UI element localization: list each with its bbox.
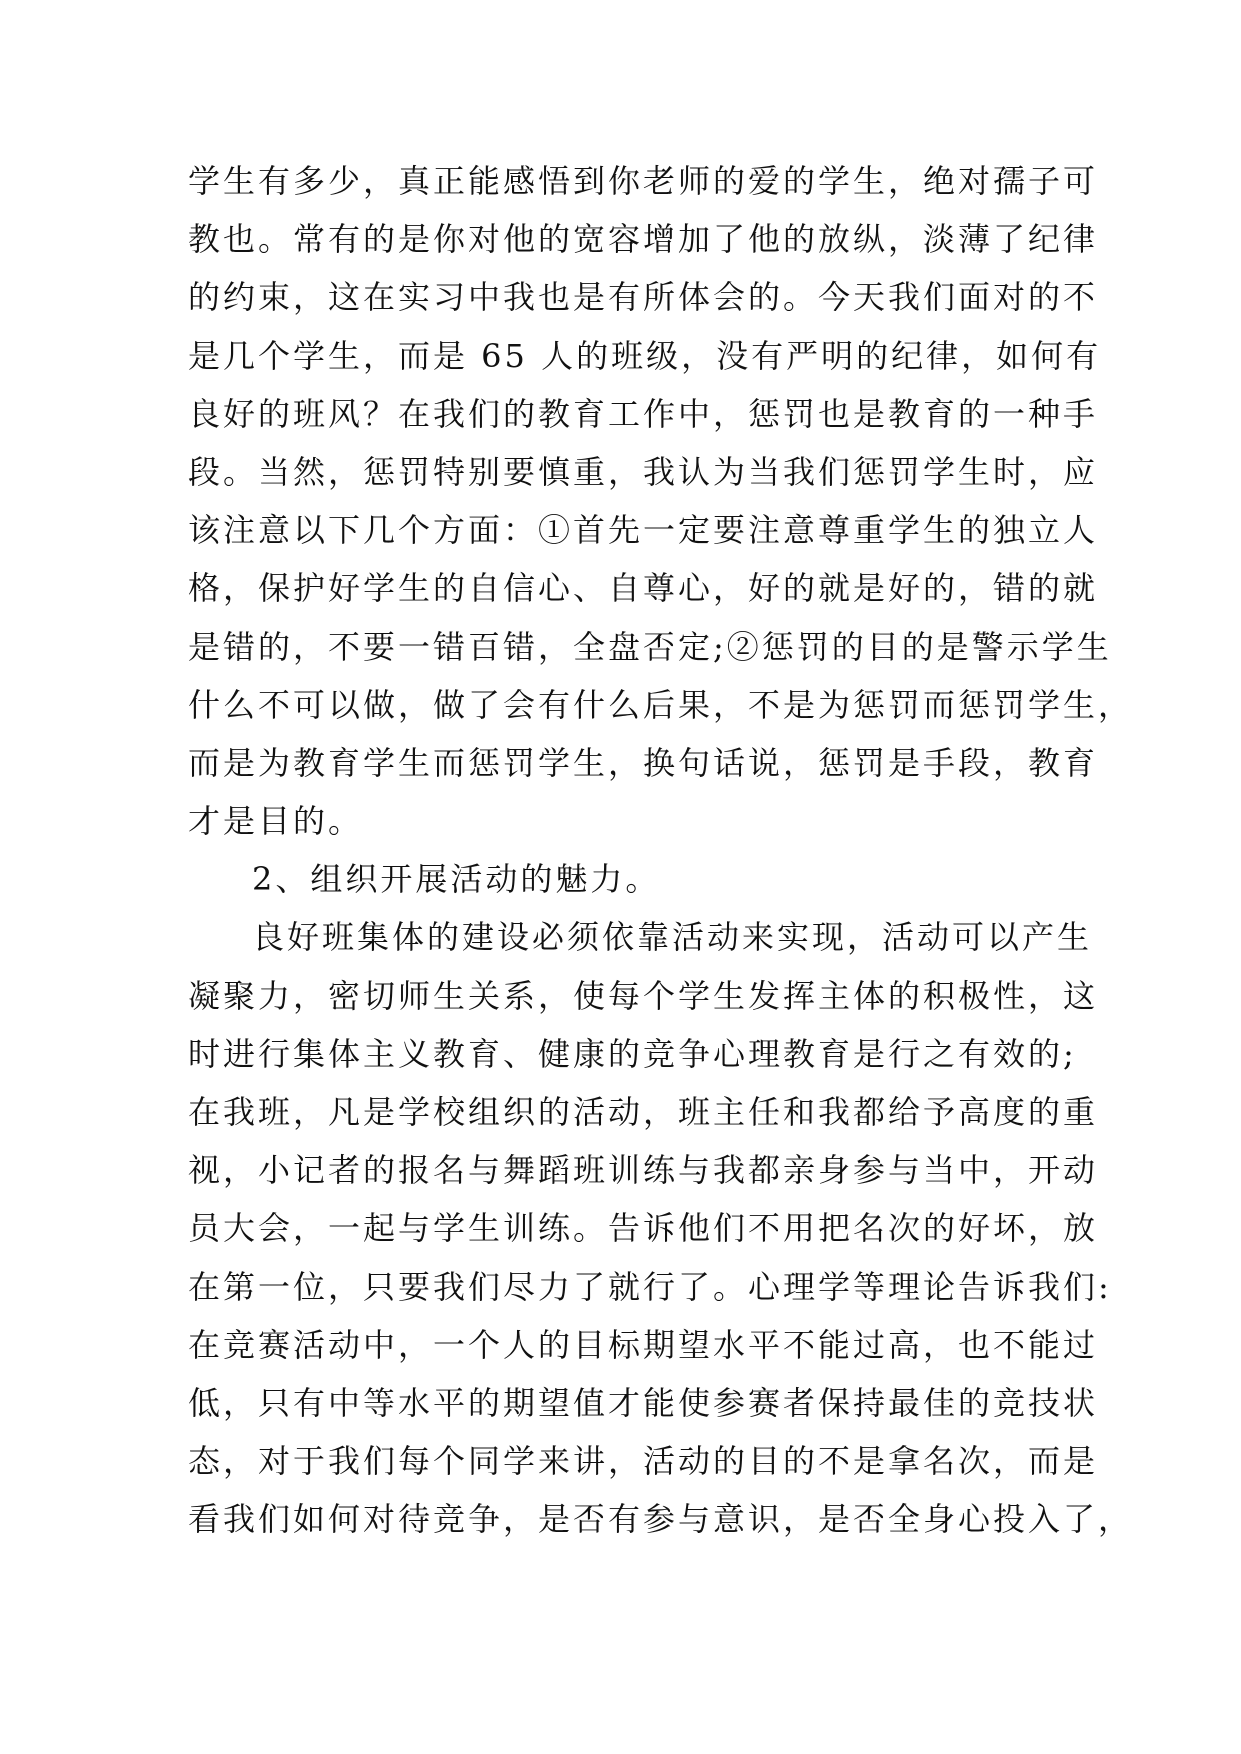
text-line: 凝聚力，密切师生关系，使每个学生发挥主体的积极性，这 <box>188 976 1099 1015</box>
text-line: 在第一位，只要我们尽力了就行了。心理学等理论告诉我们: <box>188 1267 1112 1306</box>
text-line: 态，对于我们每个同学来讲，活动的目的不是拿名次，而是 <box>188 1442 1099 1481</box>
text-line: 教也。常有的是你对他的宽容增加了他的放纵，淡薄了纪律 <box>188 220 1099 259</box>
text-line: 看我们如何对待竞争，是否有参与意识，是否全身心投入了， <box>188 1500 1134 1539</box>
text-line: 格，保护好学生的自信心、自尊心，好的就是好的，错的就 <box>188 569 1099 608</box>
text-line: 视，小记者的报名与舞蹈班训练与我都亲身参与当中，开动 <box>188 1151 1099 1190</box>
text-line: 员大会，一起与学生训练。告诉他们不用把名次的好坏，放 <box>188 1209 1099 1248</box>
text-line: 是错的，不要一错百错，全盘否定;②惩罚的目的是警示学生 <box>188 627 1112 666</box>
text-line: 什么不可以做，做了会有什么后果，不是为惩罚而惩罚学生， <box>188 685 1134 724</box>
text-line: 时进行集体主义教育、健康的竞争心理教育是行之有效的; <box>188 1034 1077 1073</box>
text-line: 是几个学生，而是 65 人的班级，没有严明的纪律，如何有 <box>188 336 1102 375</box>
document-body <box>188 152 1134 1549</box>
text-line: 低，只有中等水平的期望值才能使参赛者保持最佳的竞技状 <box>188 1383 1099 1422</box>
section-heading: 2、组织开展活动的魅力。 <box>252 860 661 899</box>
paragraph-first-line: 良好班集体的建设必须依靠活动来实现，活动可以产生 <box>252 918 1093 957</box>
text-line: 的约束，这在实习中我也是有所体会的。今天我们面对的不 <box>188 278 1099 317</box>
text-line: 在我班，凡是学校组织的活动，班主任和我都给予高度的重 <box>188 1093 1099 1131</box>
text-line: 该注意以下几个方面：①首先一定要注意尊重学生的独立人 <box>188 511 1099 550</box>
text-line: 而是为教育学生而惩罚学生，换句话说，惩罚是手段，教育 <box>188 743 1099 782</box>
text-line: 在竞赛活动中，一个人的目标期望水平不能过高，也不能过 <box>188 1325 1099 1364</box>
text-line: 良好的班风？在我们的教育工作中，惩罚也是教育的一种手 <box>188 394 1099 433</box>
text-line: 才是目的。 <box>188 802 364 841</box>
text-line: 段。当然，惩罚特别要慎重，我认为当我们惩罚学生时，应 <box>188 452 1099 491</box>
text-line: 学生有多少，真正能感悟到你老师的爱的学生，绝对孺子可 <box>188 162 1099 200</box>
